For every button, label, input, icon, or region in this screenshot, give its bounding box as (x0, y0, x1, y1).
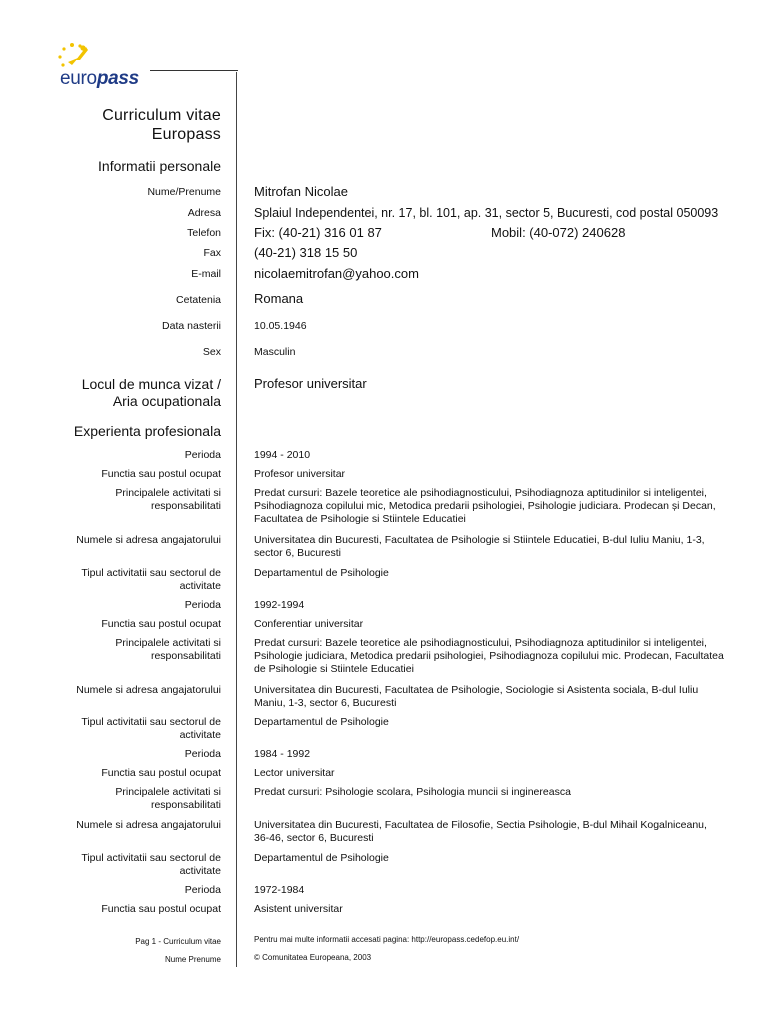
section-experience: Experienta profesionala (73, 423, 221, 439)
desired-position-label: Locul de munca vizat / Aria ocupationala (81, 376, 221, 409)
period-value: 1972-1984 (254, 884, 305, 896)
position-value: Conferentiar universitar (254, 618, 364, 630)
period-label: Perioda (184, 748, 221, 760)
activities-value: Predat cursuri: Bazele teoretice ale psihodiagnosticului, Psihodiagnoza aptitudinilor si inteligentei, Psihologie judiciara, Metodica predarii psihologiei, Psihodiagnoza copilului mic. Prodecan, Facultatea de Psihologie si Stiintele Educatiei (254, 637, 724, 675)
header-rule (150, 70, 238, 71)
fax-label: Fax (203, 247, 221, 259)
footer-page: Pag 1 - Curriculum vitae (135, 937, 221, 946)
name-value: Mitrofan Nicolae (254, 184, 348, 199)
period-label: Perioda (184, 599, 221, 611)
phone-value (254, 225, 724, 241)
fax-value: (40-21) 318 15 50 (254, 245, 358, 260)
logo-text: europass (60, 68, 139, 89)
position-value: Profesor universitar (254, 468, 346, 480)
phone-fix: Fix: (40-21) 316 01 87 (254, 225, 382, 240)
sector-value: Departamentul de Psihologie (254, 852, 389, 864)
birth-value: 10.05.1946 (254, 320, 307, 332)
position-label: Functia sau postul ocupat (101, 903, 221, 915)
employer-label: Numele si adresa angajatorului (76, 534, 221, 546)
employer-value: Universitatea din Bucuresti, Facultatea de Psihologie, Sociologie si Asistenta sociala, B-dul Iuliu Maniu, 1-3, sector 6, Bucuresti (254, 684, 699, 709)
address-value: Splaiul Independentei, nr. 17, bl. 101, ap. 31, sector 5, Bucuresti, cod postal 050093 (254, 206, 719, 220)
period-value: 1992-1994 (254, 599, 305, 611)
sex-label: Sex (202, 346, 221, 358)
phone-label: Telefon (187, 227, 221, 239)
position-value: Asistent universitar (254, 903, 343, 915)
column-divider (236, 72, 237, 967)
page-title: Curriculum vitae Europass (102, 107, 221, 143)
period-value: 1994 - 2010 (254, 449, 311, 461)
period-label: Perioda (184, 884, 221, 896)
activities-label: Principalele activitati si responsabilitati (115, 487, 221, 512)
section-personal: Informatii personale (98, 158, 221, 174)
sector-value: Departamentul de Psihologie (254, 567, 389, 579)
position-label: Functia sau postul ocupat (101, 468, 221, 480)
employer-value: Universitatea din Bucuresti, Facultatea de Filosofie, Sectia Psihologie, B-dul Mihail Kogalniceanu, 36-46, sector 6, Bucuresti (254, 819, 707, 844)
address-label: Adresa (187, 207, 221, 219)
activities-value: Predat cursuri: Bazele teoretice ale psihodiagnosticului, Psihodiagnoza aptitudinilor si inteligentei, Psihodiagnoza copilului mic, Metodica predarii psihologiei, Psihologie judiciara. Prodecan și Decan, Facultatea de Psihologie si Stiintele Educatiei (254, 487, 716, 525)
sex-value: Masculin (254, 346, 296, 358)
citizenship-label: Cetatenia (176, 294, 221, 306)
activities-label: Principalele activitati si responsabilitati (115, 637, 221, 662)
employer-label: Numele si adresa angajatorului (76, 819, 221, 831)
email-value: nicolaemitrofan@yahoo.com (254, 266, 419, 281)
desired-position-value: Profesor universitar (254, 376, 367, 391)
footer-name: Nume Prenume (164, 955, 221, 964)
sector-value: Departamentul de Psihologie (254, 716, 389, 728)
position-label: Functia sau postul ocupat (101, 767, 221, 779)
europass-logo (50, 38, 150, 98)
period-label: Perioda (184, 449, 221, 461)
footer-copyright: © Comunitatea Europeana, 2003 (254, 953, 372, 962)
citizenship-value: Romana (254, 291, 304, 306)
email-label: E-mail (191, 268, 221, 280)
period-value: 1984 - 1992 (254, 748, 311, 760)
footer-info: Pentru mai multe informatii accesati pagina: http://europass.cedefop.eu.int/ (254, 935, 520, 944)
employer-label: Numele si adresa angajatorului (76, 684, 221, 696)
activities-value: Predat cursuri: Psihologie scolara, Psihologia muncii si inginereasca (254, 786, 571, 798)
employer-value: Universitatea din Bucuresti, Facultatea de Psihologie si Stiintele Educatiei, B-dul Iuliu Maniu, 1-3, sector 6, Bucuresti (254, 534, 705, 559)
phone-mobile: Mobil: (40-072) 240628 (491, 225, 626, 240)
sector-label: Tipul activitatii sau sectorul de activitate (81, 852, 221, 877)
position-value: Lector universitar (254, 767, 335, 779)
star-figure-icon (50, 38, 150, 72)
birth-label: Data nasterii (162, 320, 221, 332)
activities-label: Principalele activitati si responsabilitati (115, 786, 221, 811)
sector-label: Tipul activitatii sau sectorul de activitate (81, 567, 221, 592)
sector-label: Tipul activitatii sau sectorul de activitate (81, 716, 221, 741)
position-label: Functia sau postul ocupat (101, 618, 221, 630)
name-label: Nume/Prenume (147, 186, 221, 198)
